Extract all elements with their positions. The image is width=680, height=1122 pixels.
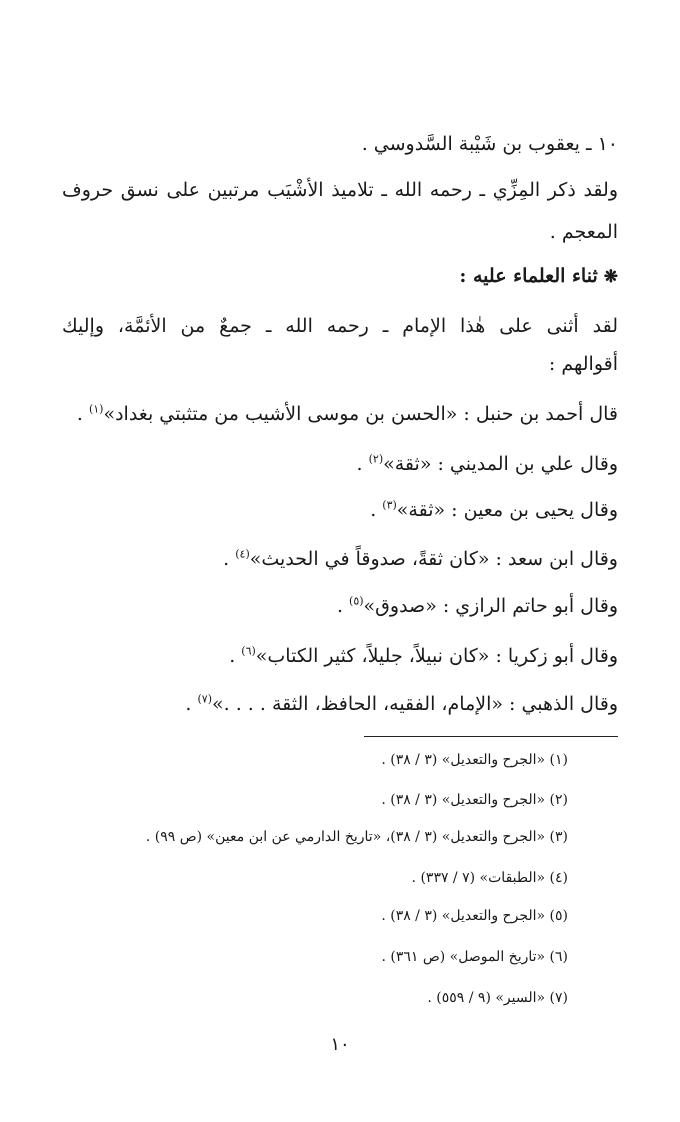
page-number: ١٠	[330, 1034, 350, 1055]
footnote-4: (٤) «الطبقات» (٧ / ٣٣٧) .	[411, 870, 568, 886]
paragraph-mizzi-line-2: المعجم .	[549, 221, 618, 243]
quote-end: .	[223, 548, 236, 570]
quote-end: .	[370, 499, 383, 521]
quote-text: قال أحمد بن حنبل : «الحسن بن موسى الأشيب من متثبتي بغداد»	[103, 403, 618, 425]
footnote-2: (٢) «الجرح والتعديل» (٣ / ٣٨) .	[381, 792, 568, 808]
student-list-item-10: ١٠ ـ يعقوب بن شَيْبة السَّدوسي .	[361, 133, 618, 155]
footnote-ref: (١)	[88, 402, 104, 416]
quote-abu-hatim	[337, 592, 618, 620]
footnote-6: (٦) «تاريخ الموصل» (ص ٣٦١) .	[381, 949, 568, 965]
footnote-7: (٧) «السير» (٩ / ٥٥٩) .	[427, 990, 568, 1006]
quote-ibn-saad	[223, 545, 618, 573]
quote-end: .	[356, 453, 369, 475]
quote-ahmad	[77, 400, 618, 428]
footnote-3: (٣) «الجرح والتعديل» (٣ / ٣٨)، «تاريخ الدارمي عن ابن معين» (ص ٩٩) .	[145, 829, 568, 845]
paragraph-praise-line-2: أقوالهم :	[548, 353, 618, 375]
quote-ali-madini	[357, 450, 619, 478]
footnote-divider	[364, 736, 618, 737]
quote-end: .	[76, 403, 89, 425]
section-heading	[459, 262, 618, 291]
footnote-ref: (٣)	[382, 498, 397, 512]
quote-dhahabi	[185, 690, 618, 718]
quote-end: .	[229, 645, 242, 667]
quote-abu-zakariya	[229, 642, 618, 670]
asterism-icon: ❋	[603, 267, 618, 287]
footnote-ref: (٦)	[241, 644, 256, 658]
footnote-ref: (٥)	[349, 594, 364, 608]
quote-text: وقال أبو زكريا : «كان نبيلاً، جليلاً، كثير الكتاب»	[255, 645, 618, 667]
quote-text: وقال الذهبي : «الإمام، الفقيه، الحافظ، الثقة . . . .»	[212, 693, 618, 715]
quote-end: .	[185, 693, 198, 715]
paragraph-praise-line-1: لقد أثنى على هٰذا الإمام ـ رحمه الله ـ جمعٌ من الأئمَّة، وإليك	[62, 315, 618, 337]
footnote-ref: (٢)	[368, 452, 384, 466]
quote-text: وقال علي بن المديني : «ثقة»	[383, 453, 618, 475]
paragraph-mizzi-line-1: ولقد ذكر المِزِّي ـ رحمه الله ـ تلاميذ الأشْيَب مرتبين على نسق حروف	[62, 179, 618, 201]
footnote-5: (٥) «الجرح والتعديل» (٣ / ٣٨) .	[381, 908, 568, 924]
footnote-ref: (٤)	[235, 547, 250, 561]
quote-text: وقال ابن سعد : «كان ثقةً، صدوقاً في الحديث»	[249, 548, 618, 570]
footnote-1: (١) «الجرح والتعديل» (٣ / ٣٨) .	[381, 752, 568, 768]
footnote-ref: (٧)	[197, 692, 213, 706]
quote-text: وقال أبو حاتم الرازي : «صدوق»	[363, 595, 618, 617]
quote-yahya-maeen	[370, 496, 618, 524]
quote-text: وقال يحيى بن معين : «ثقة»	[396, 499, 618, 521]
quote-end: .	[336, 595, 350, 617]
section-heading-text: ثناء العلماء عليه :	[459, 265, 598, 287]
